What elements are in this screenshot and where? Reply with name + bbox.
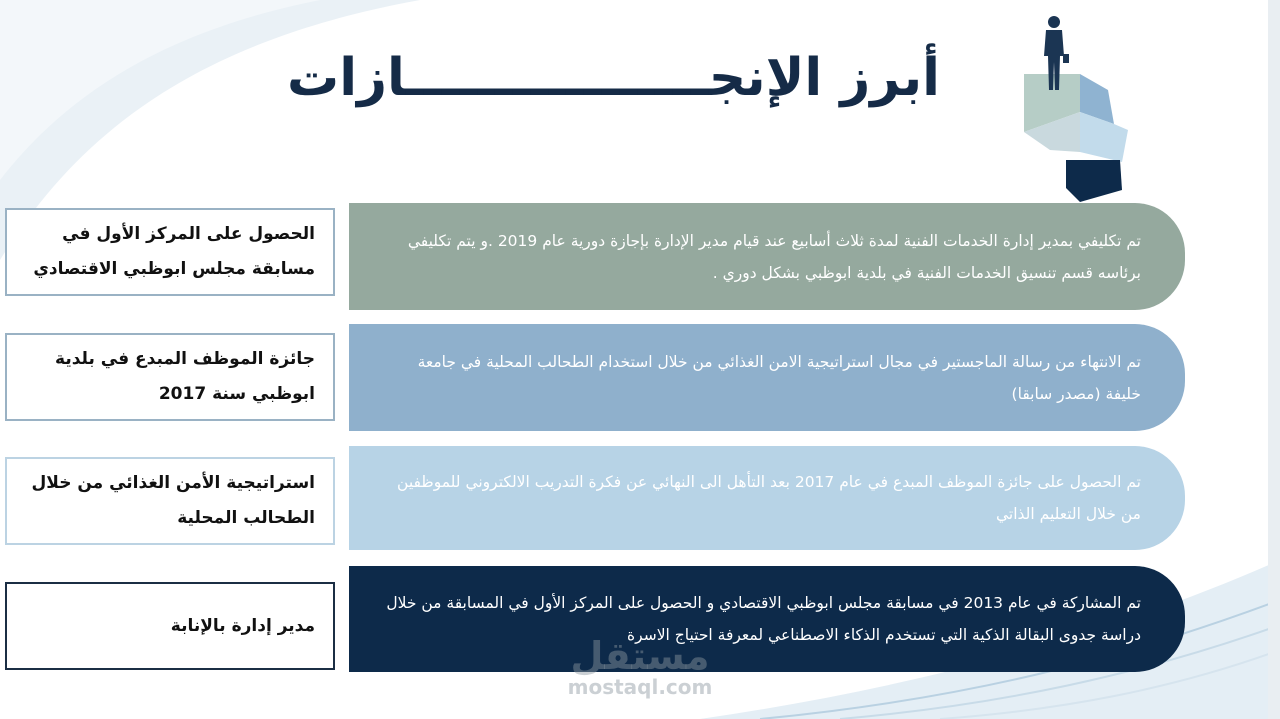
achievement-label-3-text: استراتيجية الأمن الغذائي من خلال الطحالب المحلية [31,473,315,528]
achievement-description-4: تم المشاركة في عام 2013 في مسابقة مجلس ابوظبي الاقتصادي و الحصول على المركز الأول في المسابقة من خلال دراسة جدوى البقالة الذكية التي تستخدم الذكاء الاصطناعي لمعرفة احتياج الاسرة [386,594,1141,644]
watermark-domain: mostaql.com [567,675,713,699]
person-on-pie-chart-icon [1010,12,1140,207]
achievement-label-4 [5,582,335,670]
achievement-bar-4 [349,566,1185,672]
achievement-description-1: تم تكليفي بمدير إدارة الخدمات الفنية لمدة ثلاث أسابيع عند قيام مدير الإدارة بإجازة دورية عام 2019 .و يتم تكليفي برئاسه قسم تنسيق الخدمات الفنية في بلدية ابوظبي بشكل دوري . [407,231,1141,282]
right-edge-strip [1268,0,1280,719]
achievement-description-3: تم الحصول على جائزة الموظف المبدع في عام 2017 بعد التأهل الى النهائي عن فكرة التدريب الالكتروني للموظفين من خلال التعليم الذاتي [397,473,1141,523]
page-title: أبرز الإنجـــــــــــــــــازات [287,48,940,108]
achievement-label-1-text: الحصول على المركز الأول في مسابقة مجلس ابوظبي الاقتصادي [33,224,315,279]
achievement-label-1 [5,208,335,296]
achievement-label-2-text: جائزة الموظف المبدع في بلدية ابوظبي سنة 2017 [55,349,315,404]
achievement-label-2 [5,333,335,421]
achievement-bar-2 [349,324,1185,431]
achievement-bar-1 [349,203,1185,310]
achievement-bar-3 [349,446,1185,550]
achievement-label-4-text: مدير إدارة بالإنابة [170,615,315,636]
achievement-description-2: تم الانتهاء من رسالة الماجستير في مجال استراتيجية الامن الغذائي من خلال استخدام الطحالب المحلية في جامعة خليفة (مصدر سابقا) [417,352,1141,403]
mostaql-watermark [560,636,720,698]
achievement-label-3 [5,457,335,545]
watermark-logo-text: مستقل [570,634,710,678]
pie-chart-icon [1024,74,1128,202]
